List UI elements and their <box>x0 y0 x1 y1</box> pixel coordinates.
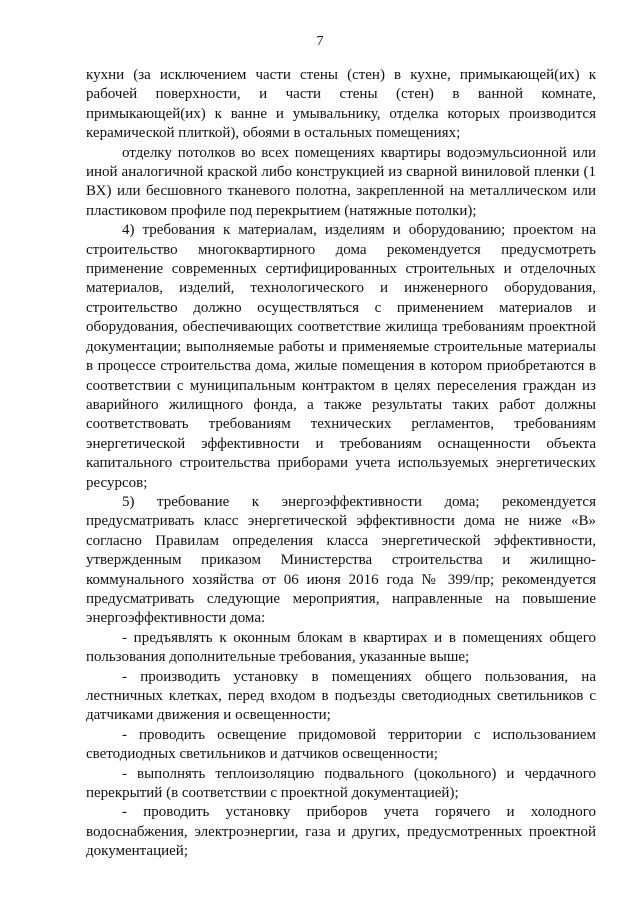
paragraph-ceiling-finish: отделку потолков во всех помещениях квартиры водоэмульсионной или иной аналогичной краской либо конструкцией из сварной виниловой пленки (1 ВХ) или бесшовного тканевого полотна, закрепленной на металлическом или пластиковом профиле под перекрытием (натяжные потолки); <box>86 144 596 219</box>
page-number: 7 <box>316 34 324 49</box>
list-item-outdoor-lighting: - проводить освещение придомовой территории с использованием светодиодных светильников и датчиков освещенности; <box>86 726 596 763</box>
document-body <box>86 66 596 862</box>
list-item-led-lighting: - производить установку в помещениях общего пользования, на лестничных клетках, перед входом в подъезды светодиодных светильников с датчиками движения и освещенности; <box>86 668 596 724</box>
paragraph-kitchen-walls: кухни (за исключением части стены (стен) в кухне, примыкающей(их) к рабочей поверхности, и части стены (стен) в ванной комнате, примыкающей(их) к ванне и умывальнику, отделка которых производится керамической плиткой), обоями в остальных помещениях; <box>86 67 596 142</box>
paragraph-materials-requirements: 4) требования к материалам, изделиям и оборудованию; проектом на строительство многоквартирного дома рекомендуется предусмотреть применение современных сертифицированных строительных и отделочных материалов, изделий, технологического и инженерного оборудования, строительство должно осуществляться с применением материалов и оборудования, обеспечивающих соответствие жилища требованиям проектной документации; выполняемые работы и применяемые строительные материалы в процессе строительства дома, жилые помещения в котором приобретаются в соответствии с муниципальным контрактом в целях переселения граждан из аварийного жилищного фонда, а также результаты таких работ должны соответствовать требованиям технических регламентов, требованиям энергетической эффективности и требованиям оснащенности объекта капитального строительства приборами учета используемых энергетических ресурсов; <box>86 222 596 491</box>
paragraph-energy-efficiency: 5) требование к энергоэффективности дома; рекомендуется предусматривать класс энергетической эффективности дома не ниже «В» согласно Правилам определения класса энергетической эффективности, утвержденным приказом Министерства строительства и жилищно-коммунального хозяйства от 06 июня 2016 года № 399/пр; рекомендуется предусматривать следующие мероприятия, направленные на повышение энергоэффективности дома: <box>86 493 596 627</box>
list-item-metering: - проводить установку приборов учета горячего и холодного водоснабжения, электроэнергии, газа и других, предусмотренных проектной документацией; <box>86 804 596 860</box>
list-item-window-blocks: - предъявлять к оконным блокам в квартирах и в помещениях общего пользования дополнительные требования, указанные выше; <box>86 629 596 666</box>
list-item-insulation: - выполнять теплоизоляцию подвального (цокольного) и чердачного перекрытий (в соответствии с проектной документацией); <box>86 765 596 802</box>
